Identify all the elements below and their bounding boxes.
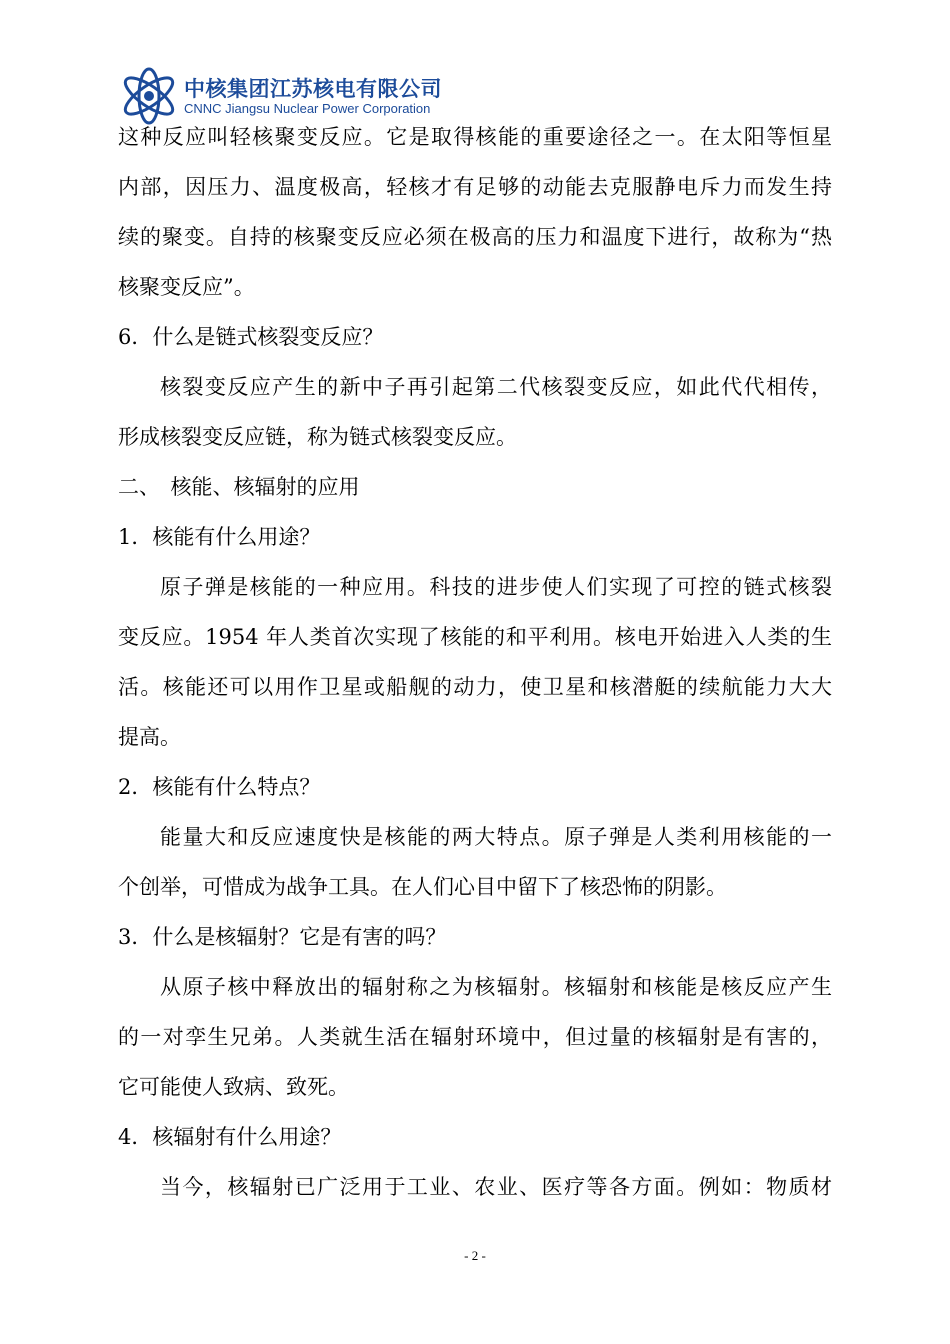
text-line: 6．什么是链式核裂变反应？ xyxy=(118,325,384,349)
text-line: 当今，核辐射已广泛用于工业、农业、医疗等各方面。例如：物质材 xyxy=(160,1175,832,1199)
text-line: 续的聚变。自持的核聚变反应必须在极高的压力和温度下进行，故称为“热 xyxy=(118,225,832,249)
text-line: 这种反应叫轻核聚变反应。它是取得核能的重要途径之一。在太阳等恒星 xyxy=(118,125,832,149)
company-name-en: CNNC Jiangsu Nuclear Power Corporation xyxy=(184,100,431,116)
text-line: 提高。 xyxy=(118,725,181,749)
company-name-cn: 中核集团江苏核电有限公司 xyxy=(184,76,442,101)
text-line: 活。核能还可以用作卫星或船舰的动力，使卫星和核潜艇的续航能力大大 xyxy=(118,675,832,699)
text-line: 核裂变反应产生的新中子再引起第二代核裂变反应，如此代代相传， xyxy=(160,375,832,399)
text-line: 能量大和反应速度快是核能的两大特点。原子弹是人类利用核能的一 xyxy=(160,825,832,849)
text-line: 2．核能有什么特点？ xyxy=(118,775,321,799)
text-line: 二、 核能、核辐射的应用 xyxy=(118,475,360,499)
text-line: 核聚变反应”。 xyxy=(118,275,255,299)
text-line: 变反应。1954 年人类首次实现了核能的和平利用。核电开始进入人类的生 xyxy=(118,625,832,649)
company-name xyxy=(184,77,442,116)
text-line: 3．什么是核辐射？它是有害的吗？ xyxy=(118,925,447,949)
text-line: 个创举，可惜成为战争工具。在人们心目中留下了核恐怖的阴影。 xyxy=(118,875,727,899)
text-line: 的一对孪生兄弟。人类就生活在辐射环境中，但过量的核辐射是有害的， xyxy=(118,1025,832,1049)
text-line: 1．核能有什么用途？ xyxy=(118,525,321,549)
text-line: 从原子核中释放出的辐射称之为核辐射。核辐射和核能是核反应产生 xyxy=(160,975,832,999)
text-line: 内部，因压力、温度极高，轻核才有足够的动能去克服静电斥力而发生持 xyxy=(118,175,832,199)
page-number: - 2 - xyxy=(464,1248,486,1263)
document-body xyxy=(118,112,832,1212)
text-line: 原子弹是核能的一种应用。科技的进步使人们实现了可控的链式核裂 xyxy=(160,575,832,599)
text-line: 它可能使人致病、致死。 xyxy=(118,1075,349,1099)
text-line: 形成核裂变反应链，称为链式核裂变反应。 xyxy=(118,425,517,449)
text-line: 4．核辐射有什么用途？ xyxy=(118,1125,342,1149)
